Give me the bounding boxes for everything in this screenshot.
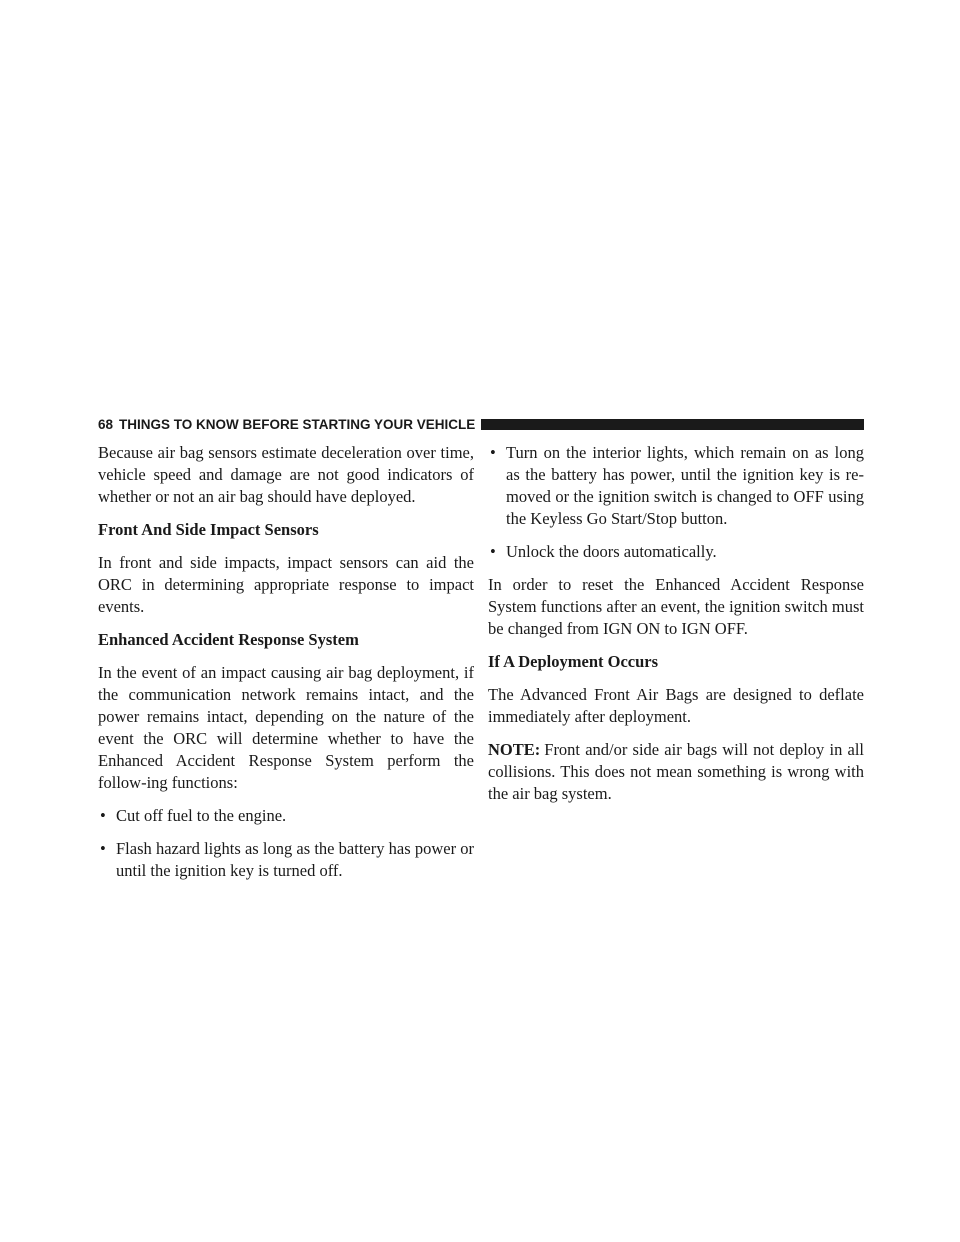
header-rule	[481, 419, 864, 430]
ears-heading: Enhanced Accident Response System	[98, 630, 359, 649]
list-item	[98, 838, 474, 882]
page-header	[98, 416, 864, 432]
list-item-text: Turn on the interior lights, which remain on as long as the battery has power, until the ignition key is re-moved or the ignition switch is changed to OFF using the Keyless Go Start/Stop button.	[506, 443, 864, 528]
section-title: THINGS TO KNOW BEFORE STARTING YOUR VEHICLE	[119, 416, 476, 432]
note-text: Front and/or side air bags will not deploy in all collisions. This does not mean something is wrong with the air bag system.	[488, 740, 864, 803]
note-label: NOTE:	[488, 740, 541, 759]
list-item-text: Cut off fuel to the engine.	[116, 806, 287, 825]
note-paragraph	[488, 739, 864, 805]
list-item	[98, 805, 474, 827]
ears-function-list-continued	[488, 442, 864, 563]
ears-paragraph: In the event of an impact causing air bag deployment, if the communication network remains intact, and the power remains intact, depending on the nature of the event the ORC will determine whether to have the Enhanced Accident Response System perform the follow-ing functions:	[98, 663, 474, 792]
page-number: 68	[98, 416, 114, 432]
list-item	[488, 442, 864, 530]
right-column	[488, 442, 864, 816]
sensors-paragraph: In front and side impacts, impact sensors can aid the ORC in determining appropriate response to impact events.	[98, 553, 474, 616]
bullet-icon: •	[100, 806, 106, 825]
sensors-heading: Front And Side Impact Sensors	[98, 520, 319, 539]
bullet-icon: •	[100, 839, 106, 858]
list-item-text: Unlock the doors automatically.	[506, 542, 717, 561]
deployment-paragraph: The Advanced Front Air Bags are designed to deflate immediately after deployment.	[488, 685, 864, 726]
left-column	[98, 442, 474, 893]
list-item-text: Flash hazard lights as long as the battery has power or until the ignition key is turned off.	[116, 839, 474, 880]
deployment-heading: If A Deployment Occurs	[488, 652, 659, 671]
ears-function-list	[98, 805, 474, 882]
bullet-icon: •	[490, 443, 496, 462]
reset-paragraph: In order to reset the Enhanced Accident Response System functions after an event, the ignition switch must be changed from IGN ON to IGN OFF.	[488, 575, 864, 638]
intro-paragraph: Because air bag sensors estimate deceleration over time, vehicle speed and damage are not good indicators of whether or not an air bag should have deployed.	[98, 443, 474, 506]
list-item	[488, 541, 864, 563]
bullet-icon: •	[490, 542, 496, 561]
